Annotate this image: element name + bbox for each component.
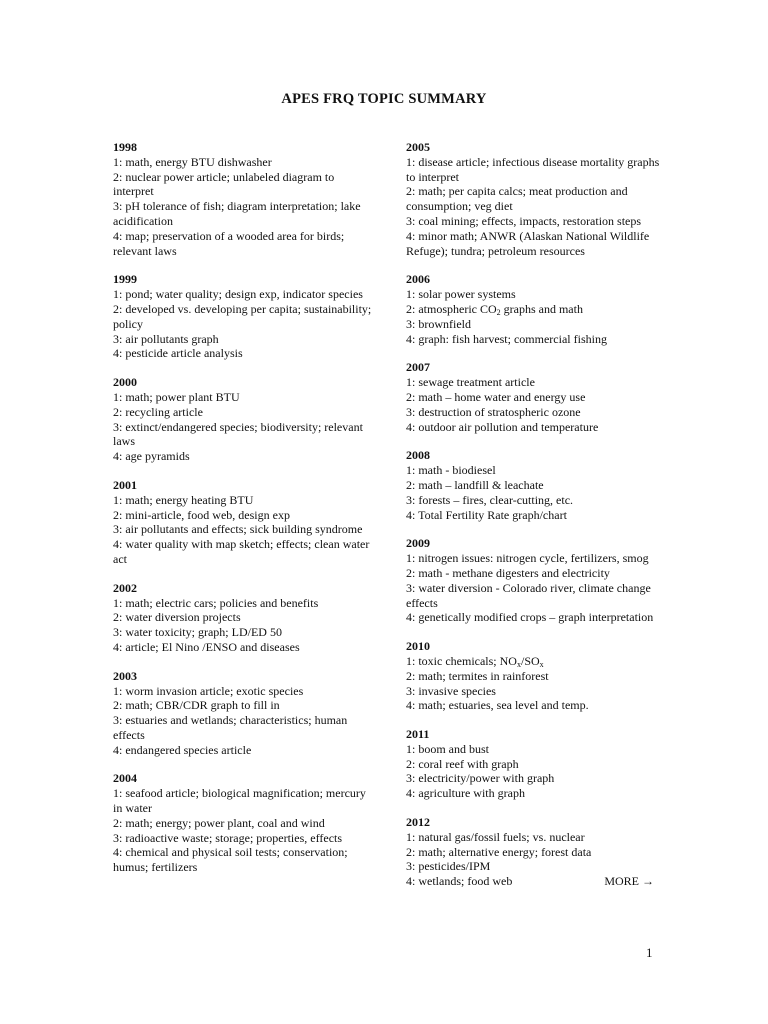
topic-item: 3: electricity/power with graph [406, 771, 555, 786]
co2-subscript: 2 [496, 307, 501, 317]
topic-item-nox [406, 654, 668, 669]
topic-item: 1: pond; water quality; design exp, indicator species [113, 287, 363, 302]
topic-item: 3: coal mining; effects, impacts, restoration steps [406, 213, 642, 228]
topic-item: 2: developed vs. developing per capita; sustainability; policy [113, 301, 372, 331]
topic-item: 4: genetically modified crops – graph interpretation [406, 610, 654, 625]
year-block-2003 [113, 669, 375, 758]
year-heading: 2010 [406, 639, 430, 654]
topic-item-text: 4: wetlands; food web [406, 874, 513, 889]
topic-item: 3: air pollutants and effects; sick building syndrome [113, 522, 363, 537]
sox-subscript: x [539, 659, 544, 669]
topic-item: 1: boom and bust [406, 741, 489, 756]
topic-item: 2: recycling article [113, 404, 203, 419]
topic-item: 2: mini-article, food web, design exp [113, 507, 290, 522]
topic-item: 2: math; termites in rainforest [406, 668, 549, 683]
topic-item: 2: water diversion projects [113, 610, 241, 625]
page-number: 1 [646, 945, 653, 960]
topic-item: 3: invasive species [406, 683, 496, 698]
topic-item: 1: math, energy BTU dishwasher [113, 154, 272, 169]
year-block-2002 [113, 581, 375, 655]
right-column [406, 140, 668, 903]
topic-item: 2: coral reef with graph [406, 756, 519, 771]
topic-item: 4: chemical and physical soil tests; conservation; humus; fertilizers [113, 845, 348, 875]
year-heading: 2000 [113, 375, 137, 390]
topic-item: 3: air pollutants graph [113, 331, 219, 346]
year-block-2009 [406, 536, 668, 625]
topic-item: 2: math – home water and energy use [406, 389, 586, 404]
year-heading: 1998 [113, 140, 137, 154]
topic-item: 3: forests – fires, clear-cutting, etc. [406, 492, 574, 507]
topic-item: 4: Total Fertility Rate graph/chart [406, 507, 567, 522]
topic-item: 1: math; electric cars; policies and benefits [113, 595, 319, 610]
year-heading: 2012 [406, 815, 430, 830]
co2-suffix: graphs and math [500, 301, 583, 316]
topic-item: 4: endangered species article [113, 742, 252, 757]
year-block-2006 [406, 272, 668, 346]
year-heading: 2007 [406, 360, 430, 375]
topic-item: 2: math – landfill & leachate [406, 477, 544, 492]
topic-item: 4: water quality with map sketch; effects; clean water act [113, 537, 370, 566]
year-heading: 2003 [113, 668, 137, 683]
topic-item: 4: article; El Nino /ENSO and diseases [113, 639, 300, 654]
topic-item: 3: radioactive waste; storage; properties, effects [113, 830, 343, 845]
topic-item-co2 [406, 302, 668, 317]
nox-mid: /SO [520, 653, 540, 668]
year-block-2011 [406, 727, 668, 801]
topic-item: 3: pesticides/IPM [406, 859, 491, 874]
topic-item: 3: estuaries and wetlands; characteristics; human effects [113, 713, 348, 742]
year-block-2012 [406, 815, 668, 889]
topic-item: 1: math; power plant BTU [113, 389, 240, 404]
topic-item: 1: seafood article; biological magnification; mercury in water [113, 786, 366, 816]
year-heading: 2009 [406, 536, 430, 551]
topic-item: 2: nuclear power article; unlabeled diagram to interpret [113, 169, 335, 199]
co2-prefix: 2: atmospheric CO [406, 301, 497, 316]
year-block-1998 [113, 140, 375, 258]
year-heading: 2008 [406, 448, 430, 463]
year-block-2010 [406, 639, 668, 713]
topic-item: 1: disease article; infectious disease mortality graphs to interpret [406, 154, 660, 184]
year-heading: 2005 [406, 140, 430, 154]
year-heading: 2002 [113, 580, 137, 595]
topic-item: 1: math - biodiesel [406, 463, 496, 478]
topic-item: 3: destruction of stratospheric ozone [406, 404, 581, 419]
topic-item: 3: extinct/endangered species; biodiversity; relevant laws [113, 419, 363, 449]
topic-item: 2: math; alternative energy; forest data [406, 844, 592, 859]
year-block-2000 [113, 375, 375, 464]
topic-item: 1: nitrogen issues: nitrogen cycle, fertilizers, smog [406, 551, 649, 566]
topic-item: 1: natural gas/fossil fuels; vs. nuclear [406, 829, 585, 844]
topic-item: 2: math; per capita calcs; meat production and consumption; veg diet [406, 184, 628, 214]
topic-item: 2: math; CBR/CDR graph to fill in [113, 698, 280, 713]
topic-item: 3: pH tolerance of fish; diagram interpretation; lake acidification [113, 199, 361, 228]
year-heading: 1999 [113, 272, 137, 287]
page-title: APES FRQ TOPIC SUMMARY [281, 91, 487, 107]
topic-item: 4: agriculture with graph [406, 786, 525, 801]
year-block-2004 [113, 771, 375, 875]
topic-item: 3: water diversion - Colorado river, climate change effects [406, 580, 651, 610]
topic-item-last [406, 874, 668, 889]
year-heading: 2001 [113, 477, 137, 492]
topic-item: 4: graph: fish harvest; commercial fishing [406, 331, 607, 346]
nox-prefix: 1: toxic chemicals; NO [406, 653, 517, 668]
year-heading: 2011 [406, 727, 430, 742]
topic-item: 3: brownfield [406, 316, 471, 331]
topic-item: 1: solar power systems [406, 287, 516, 302]
topic-item: 4: minor math; ANWR (Alaskan National Wildlife Refuge); tundra; petroleum resources [406, 228, 650, 258]
more-link[interactable]: MORE → [604, 874, 654, 889]
year-block-2007 [406, 360, 668, 434]
topic-item: 1: worm invasion article; exotic species [113, 683, 304, 698]
year-block-2005 [406, 140, 668, 258]
year-block-1999 [113, 272, 375, 361]
topic-item: 4: outdoor air pollution and temperature [406, 419, 599, 434]
topic-item: 2: math - methane digesters and electricity [406, 565, 610, 580]
topic-item: 4: map; preservation of a wooded area for birds; relevant laws [113, 228, 345, 258]
topic-item: 4: age pyramids [113, 449, 190, 464]
year-block-2001 [113, 478, 375, 567]
year-block-2008 [406, 448, 668, 522]
left-column [113, 140, 375, 889]
topic-item: 4: pesticide article analysis [113, 346, 243, 361]
nox-subscript: x [516, 659, 521, 669]
topic-item: 2: math; energy; power plant, coal and wind [113, 815, 325, 830]
topic-item: 3: water toxicity; graph; LD/ED 50 [113, 625, 282, 640]
topic-item: 1: sewage treatment article [406, 375, 535, 390]
topic-item: 4: math; estuaries, sea level and temp. [406, 698, 589, 713]
topic-item: 1: math; energy heating BTU [113, 492, 254, 507]
year-heading: 2004 [113, 771, 137, 786]
year-heading: 2006 [406, 272, 430, 287]
